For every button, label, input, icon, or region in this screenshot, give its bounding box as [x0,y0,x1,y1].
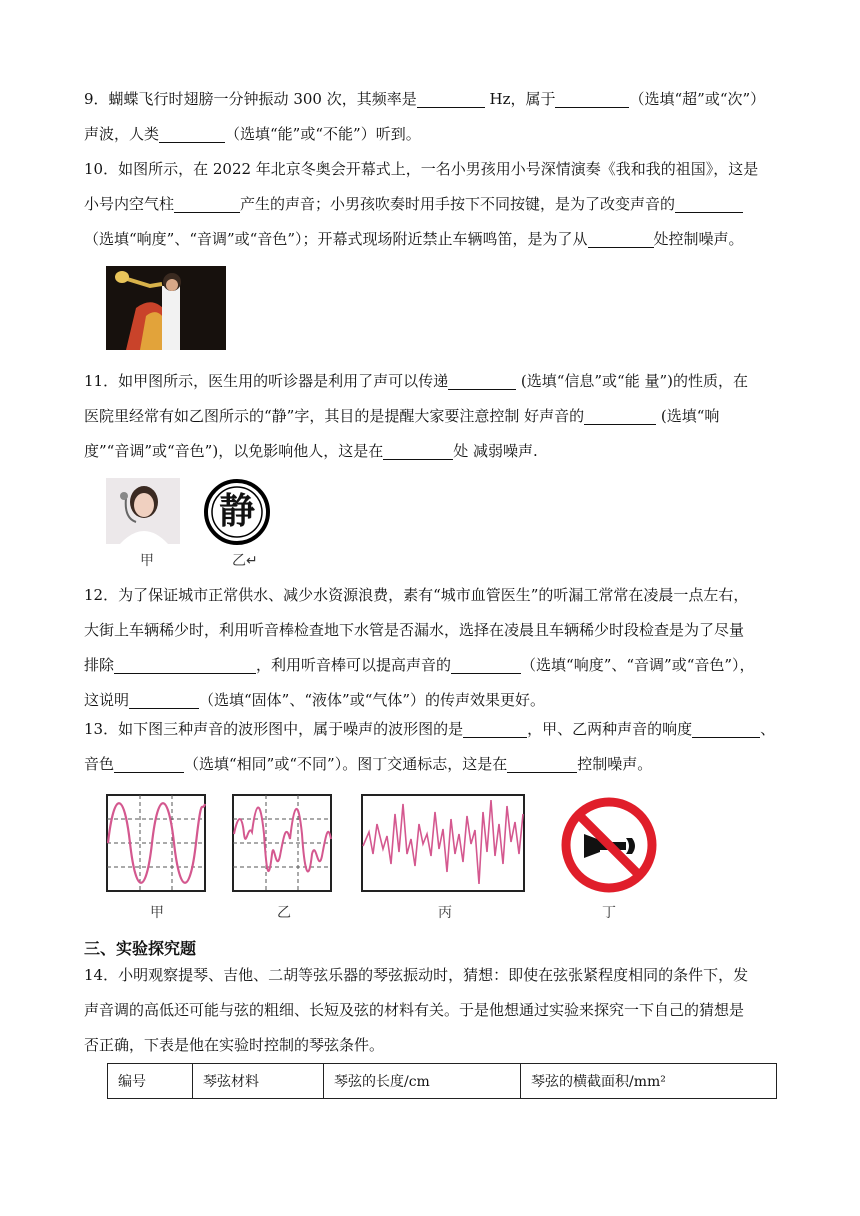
trumpet-boy-photo [106,266,226,350]
caption-wave-yi: 乙 [277,905,291,921]
no-honking-icon [560,796,658,894]
q12-text-3: 排除 [84,656,115,674]
q14-text-1: 14．小明观察提琴、吉他、二胡等弦乐器的琴弦振动时，猜想：即使在弦张紧程度相同的条件下，发 [84,966,749,984]
q11-text-3: 医院里经常有如乙图所示的“静”字，其目的是提醒大家要注意控制 好声音的 [84,407,585,425]
q11-text-5: 度”“音调”或“音色”)，以免影响他人，这是在 [84,442,384,460]
q13-text-1: 13．如下图三种声音的波形图中，属于噪声的波形图的是 [84,720,464,738]
q10-blank-3[interactable] [588,227,654,248]
q12-text-6: 这说明 [84,691,130,709]
trumpet-boy-illustration [106,266,226,350]
q13-text-2: ，甲、乙两种声音的响度 [527,720,693,738]
q10-text-5: 处控制噪声。 [653,230,744,248]
q9-text-3: （选填“超”或“次”） [629,90,766,108]
q9-blank-2[interactable] [555,87,629,108]
quiet-sign-char: 静 [218,491,255,532]
doctor-stethoscope-photo [106,478,180,544]
caption-wave-bing: 丙 [438,905,452,921]
q11-text-2: (选填“信息”或“能 量”)的性质，在 [516,372,749,390]
q9-text-5: （选填“能”或“不能”）听到。 [225,125,421,143]
q14-text-3: 否正确，下表是他在实验时控制的琴弦条件。 [84,1036,385,1054]
caption-yi: 乙↵ [232,553,258,569]
caption-wave-jia: 甲 [150,905,164,921]
q10-blank-1[interactable] [174,192,240,213]
q11-blank-3[interactable] [383,439,453,460]
q11-text-4: (选填“响 [656,407,720,425]
q11-blank-1[interactable] [448,369,516,390]
header-cross-section: 琴弦的横截面积/mm² [521,1064,777,1099]
q13-blank-4[interactable] [507,752,577,773]
q10-blank-2[interactable] [675,192,743,213]
q10-text-2: 小号内空气柱 [84,195,175,213]
q9-blank-3[interactable] [159,122,225,143]
waveform-bing [361,794,525,894]
q12-blank-3[interactable] [129,688,199,709]
q11-blank-2[interactable] [584,404,656,425]
waveform-yi-graph [232,794,332,894]
caption-ding: 丁 [602,905,616,921]
waveform-jia-graph [106,794,206,894]
q9-text-4: 声波，人类 [84,125,160,143]
q12-text-2: 大街上车辆稀少时，利用听音棒检查地下水管是否漏水，选择在凌晨且车辆稀少时段检查是为了尽量 [84,621,745,639]
waveform-bing-graph [361,794,525,894]
question-13 [84,712,784,782]
q13-blank-3[interactable] [114,752,184,773]
q12-text-5: （选填“响度”、“音调”或“音色”）， [521,656,755,674]
caption-jia: 甲 [140,553,154,569]
q13-text-6: 控制噪声。 [577,755,653,773]
q11-text-6: 处 减弱噪声. [453,442,538,460]
q9-text-1: 9．蝴蝶飞行时翅膀一分钟振动 300 次，其频率是 [84,90,417,108]
table-header-row [108,1064,777,1099]
q10-text-3: 产生的声音；小男孩吹奏时用手按下不同按键，是为了改变声音的 [240,195,676,213]
q13-text-5: （选填“相同”或“不同”）。图丁交通标志，这是在 [184,755,508,773]
header-material: 琴弦材料 [193,1064,324,1099]
question-10 [84,152,784,257]
q11-text-1: 11．如甲图所示，医生用的听诊器是利用了声可以传递 [84,372,449,390]
q9-blank-1[interactable] [417,87,485,108]
question-9 [84,82,784,152]
question-12 [84,578,784,718]
q12-text-7: （选填“固体”、“液体”或“气体”）的传声效果更好。 [199,691,546,709]
q10-text-1: 10．如图所示，在 2022 年北京冬奥会开幕式上，一名小男孩用小号深情演奏《我和我的祖国》，这是 [84,160,759,178]
q12-blank-2[interactable] [451,653,521,674]
q12-blank-1[interactable] [114,653,256,674]
waveform-jia [106,794,206,894]
no-honking-sign [560,796,658,894]
q13-blank-1[interactable] [463,717,527,738]
q12-text-1: 12．为了保证城市正常供水、减少水资源浪费，素有“城市血管医生”的听漏工常常在凌晨一点左右， [84,586,749,604]
q12-text-4: ，利用听音棒可以提高声音的 [256,656,452,674]
question-14 [84,958,784,1063]
quiet-sign [202,478,272,546]
header-number: 编号 [108,1064,193,1099]
q9-text-2: Hz，属于 [484,90,556,108]
q14-text-2: 声音调的高低还可能与弦的粗细、长短及弦的材料有关。于是他想通过实验来探究一下自己的猜想是 [84,1001,745,1019]
waveform-yi [232,794,332,894]
doctor-illustration [106,478,180,544]
question-11 [84,364,784,469]
string-conditions-table [107,1063,777,1099]
section-3-heading: 三、实验探究题 [84,939,197,958]
q13-text-4: 音色 [84,755,115,773]
q13-blank-2[interactable] [692,717,760,738]
header-length: 琴弦的长度/cm [324,1064,521,1099]
q13-text-3: 、 [760,720,776,738]
q10-text-4: （选填“响度”、“音调”或“音色”）；开幕式现场附近禁止车辆鸣笛，是为了从 [84,230,588,248]
